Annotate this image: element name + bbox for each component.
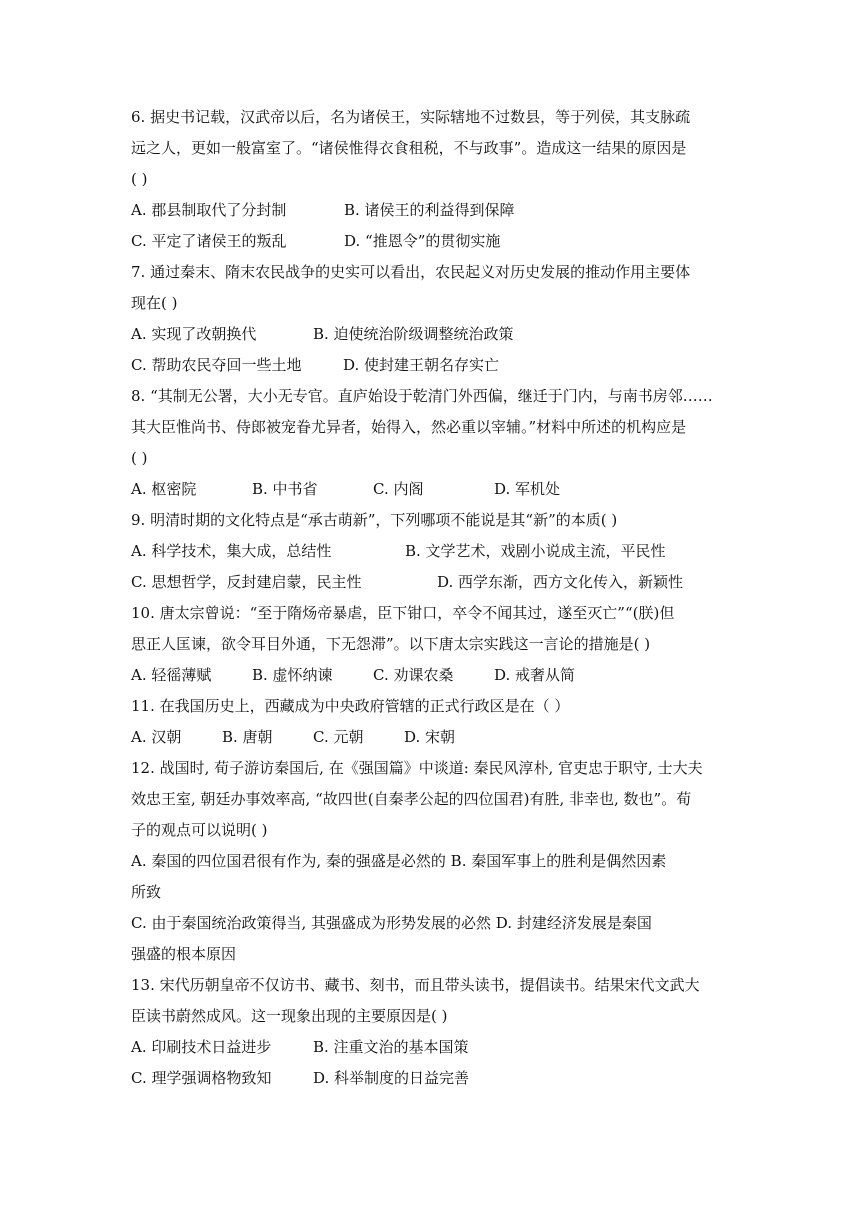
question-11 <box>131 691 731 753</box>
question-sheet <box>131 102 731 1094</box>
question-text-line: 现在( ) <box>131 294 178 312</box>
option-a[interactable]: A. 枢密院 <box>131 480 197 498</box>
option-b[interactable]: B. 文学艺术，戏剧小说成主流，平民性 <box>405 542 666 560</box>
question-text-line: 思正人匡谏，欲令耳目外通，下无怨滞”。以下唐太宗实践这一言论的措施是( ) <box>131 635 651 653</box>
option-line[interactable]: A. 秦国的四位国君很有作为, 秦的强盛是必然的 B. 秦国军事上的胜利是偶然因素 <box>131 852 667 870</box>
option-d[interactable]: D. 使封建王朝名存实亡 <box>343 356 500 374</box>
options-row <box>131 474 731 505</box>
option-a[interactable]: A. 科学技术，集大成，总结性 <box>131 542 332 560</box>
question-text-line: 8. “其制无公署，大小无专官。直庐始设于乾清门外西偏，继迁于门内，与南书房邻…… <box>131 387 713 405</box>
question-10 <box>131 598 731 691</box>
option-line[interactable]: C. 由于秦国统治政策得当, 其强盛成为形势发展的必然 D. 封建经济发展是秦国 <box>131 914 652 932</box>
options-row <box>131 660 731 691</box>
question-text-line: 远之人，更如一般富室了。“诸侯惟得衣食租税，不与政事”。造成这一结果的原因是 <box>131 139 687 157</box>
option-c[interactable]: C. 平定了诸侯王的叛乱 <box>131 232 287 250</box>
option-d[interactable]: D. 西学东渐，西方文化传入，新颖性 <box>437 573 684 591</box>
option-c[interactable]: C. 理学强调格物致知 <box>131 1069 272 1087</box>
question-7 <box>131 257 731 381</box>
options-row <box>131 567 731 598</box>
option-d[interactable]: D. 科举制度的日益完善 <box>313 1069 470 1087</box>
options-row <box>131 1063 731 1094</box>
option-line[interactable]: 所致 <box>131 883 162 901</box>
option-b[interactable]: B. 唐朝 <box>222 728 273 746</box>
option-c[interactable]: C. 元朝 <box>313 728 364 746</box>
question-9 <box>131 505 731 598</box>
question-text-line: 9. 明清时期的文化特点是“承古萌新”，下列哪项不能说是其“新”的本质( ) <box>131 511 618 529</box>
option-d[interactable]: D. 宋朝 <box>404 728 456 746</box>
option-c[interactable]: C. 内阁 <box>373 480 424 498</box>
options-row <box>131 722 731 753</box>
question-text-line: 11. 在我国历史上，西藏成为中央政府管辖的正式行政区是在（ ） <box>131 697 570 715</box>
option-a[interactable]: A. 轻徭薄赋 <box>131 666 212 684</box>
option-c[interactable]: C. 思想哲学，反封建启蒙，民主性 <box>131 573 362 591</box>
option-b[interactable]: B. 迫使统治阶级调整统治政策 <box>313 325 514 343</box>
option-c[interactable]: C. 劝课农桑 <box>373 666 454 684</box>
question-text-line: 10. 唐太宗曾说：“至于隋炀帝暴虐，臣下钳口，卒令不闻其过，遂至灭亡”“(朕)但 <box>131 604 675 622</box>
options-row <box>131 350 731 381</box>
question-text-line: 其大臣惟尚书、侍郎被宠眷尤异者，始得入，然必重以宰辅。”材料中所述的机构应是 <box>131 418 687 436</box>
question-text-line: ( ) <box>131 449 148 467</box>
question-6 <box>131 102 731 257</box>
question-text-line: 6. 据史书记载，汉武帝以后，名为诸侯王，实际辖地不过数县，等于列侯，其支脉疏 <box>131 108 691 126</box>
option-d[interactable]: D. 戒奢从简 <box>494 666 576 684</box>
options-row <box>131 536 731 567</box>
option-line[interactable]: 强盛的根本原因 <box>131 945 237 963</box>
options-row <box>131 226 731 257</box>
question-text-line: 臣读书蔚然成风。这一现象出现的主要原因是( ) <box>131 1007 448 1025</box>
option-b[interactable]: B. 注重文治的基本国策 <box>313 1038 469 1056</box>
option-a[interactable]: A. 汉朝 <box>131 728 182 746</box>
question-8 <box>131 381 731 505</box>
option-b[interactable]: B. 诸侯王的利益得到保障 <box>344 201 515 219</box>
option-c[interactable]: C. 帮助农民夺回一些土地 <box>131 356 302 374</box>
question-text-line: 效忠王室, 朝廷办事效率高, “故四世(自秦孝公起的四位国君)有胜, 非幸也, 数也”。荀 <box>131 790 692 808</box>
option-a[interactable]: A. 郡县制取代了分封制 <box>131 201 287 219</box>
question-text-line: 7. 通过秦末、隋末农民战争的史实可以看出，农民起义对历史发展的推动作用主要体 <box>131 263 691 281</box>
options-row <box>131 319 731 350</box>
question-text-line: 12. 战国时, 荀子游访秦国后, 在《强国篇》中谈道: 秦民风淳朴, 官吏忠于职守, 士大夫 <box>131 759 703 777</box>
options-row <box>131 195 731 226</box>
option-a[interactable]: A. 实现了改朝换代 <box>131 325 257 343</box>
question-text-line: 子的观点可以说明( ) <box>131 821 268 839</box>
option-b[interactable]: B. 虚怀纳谏 <box>252 666 333 684</box>
option-b[interactable]: B. 中书省 <box>252 480 318 498</box>
question-12 <box>131 753 731 970</box>
option-d[interactable]: D. “推恩令”的贯彻实施 <box>344 232 501 250</box>
option-d[interactable]: D. 军机处 <box>494 480 561 498</box>
question-13 <box>131 970 731 1094</box>
question-text-line: 13. 宋代历朝皇帝不仅访书、藏书、刻书，而且带头读书，提倡读书。结果宋代文武大 <box>131 976 700 994</box>
options-row <box>131 1032 731 1063</box>
question-text-line: ( ) <box>131 170 148 188</box>
option-a[interactable]: A. 印刷技术日益进步 <box>131 1038 272 1056</box>
